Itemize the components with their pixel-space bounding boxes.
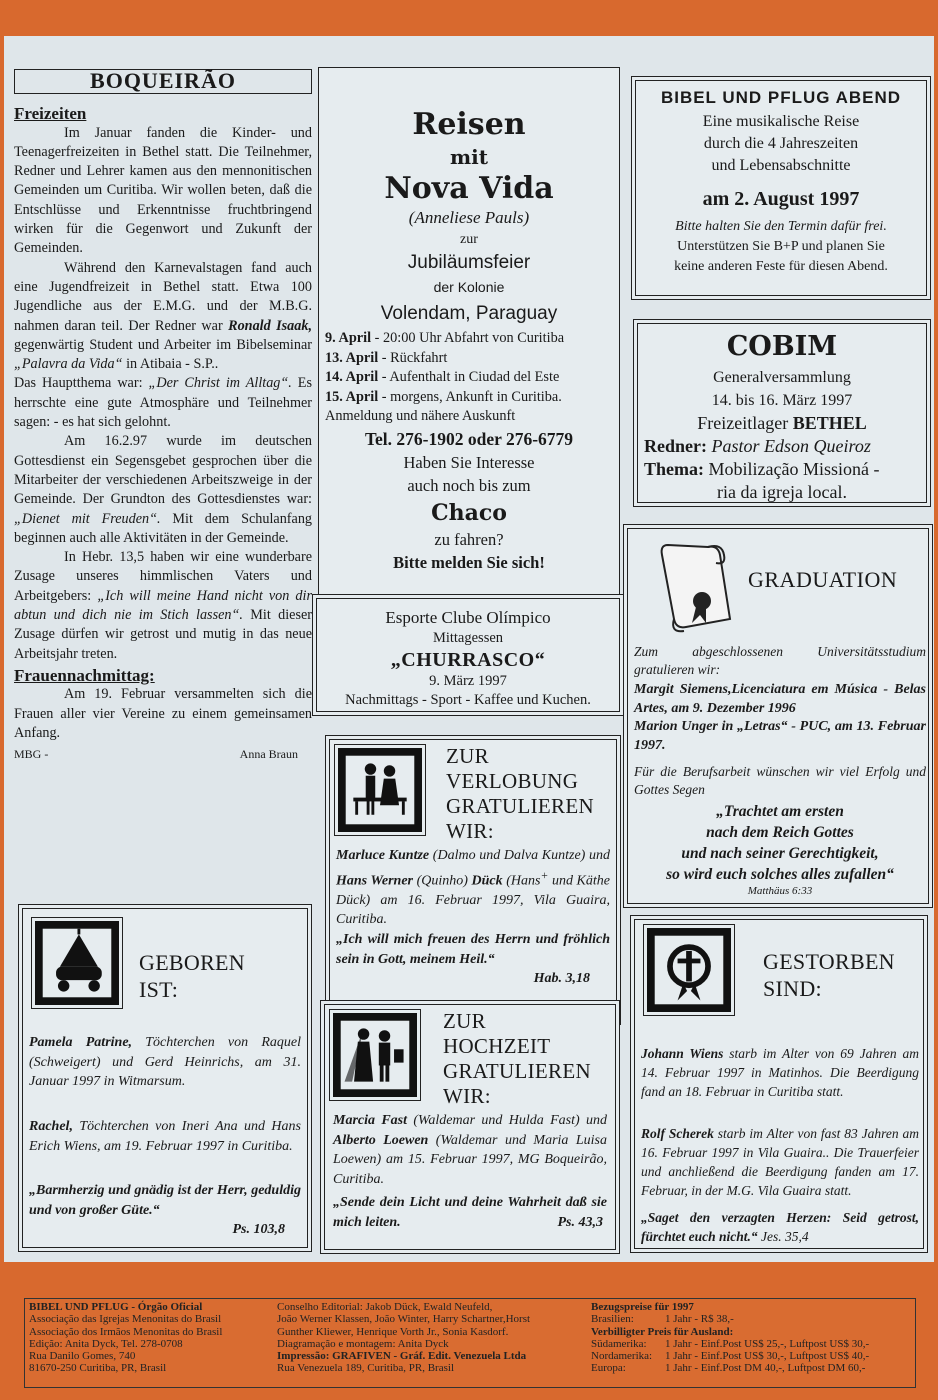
reisen-schedule bbox=[319, 329, 619, 407]
bibel-line-6: keine anderen Feste für diesen Abend. bbox=[674, 259, 888, 274]
graduation-wish: Für die Berufsarbeit wünschen wir viel Erfolg und Gottes Segen bbox=[634, 764, 926, 797]
page bbox=[4, 36, 934, 1262]
cobim-box bbox=[637, 323, 927, 503]
graduation-entries: Margit Siemens,Licenciatura em Música - Belas Artes, am 9. Dezember 1996 Marion Unger in „Letras“ - PUC, am 13. Februar 1997. bbox=[634, 682, 926, 753]
verlobung-title: ZUR VERLOBUNG GRATULIEREN WIR: bbox=[446, 744, 594, 843]
reisen-box bbox=[318, 67, 620, 608]
reisen-interest: Haben Sie Interesse bbox=[403, 452, 535, 472]
cobim-line-2: 14. bis 16. März 1997 bbox=[711, 392, 853, 409]
bibel-line-4: Bitte halten Sie den Termin dafür frei. bbox=[675, 219, 887, 234]
paragraph-4: In Hebr. 13,5 haben wir eine wunderbare Zusage unseres himmlischen Vaters und Arbeitgebers: „Ich will meine Hand nicht von dir abtun und dich nie im Stich lassen“. Mit dieser Zusage dürfen wir getrost und mutig in das neue Arbeitsjahr treten. bbox=[14, 549, 312, 662]
hochzeit-title: ZUR HOCHZEIT GRATULIEREN WIR: bbox=[443, 1009, 591, 1108]
bibel-line-1: Eine musikalische Reise bbox=[702, 113, 860, 130]
engaged-couple-icon bbox=[338, 748, 422, 832]
freizeiten-heading: Freizeiten bbox=[14, 104, 87, 124]
schedule-row: 14. April - Aufenthalt in Ciudad del Este bbox=[325, 369, 560, 385]
reisen-title: Reisen bbox=[412, 107, 526, 142]
hochzeit-text: Marcia Fast (Waldemar und Hulda Fast) und Alberto Loewen (Waldemar und Maria Luisa Loewen) am 15. Februar 1997, MG Boqueirão, Curitiba. bbox=[333, 1113, 607, 1187]
geboren-entry-1: Pamela Patrine, Töchterchen von Raquel (Schweigert) und Gerd Heinrichs, am 31. Januar 1997 in Witmarsum. bbox=[29, 1035, 301, 1089]
esporte-lunch: Mittagessen bbox=[432, 630, 504, 646]
diploma-scroll-icon bbox=[650, 537, 740, 637]
gestorben-entry-2: Rolf Scherek starb im Alter von fast 83 Jahren am 16. Februar 1997 in Vila Guaira.. Die Trauerfeier und anchließend die Beerdigung fanden am 17. Februar, in der M.G. Vila Guaira statt. bbox=[641, 1126, 919, 1198]
paragraph-1: Im Januar fanden die Kinder- und Teenagerfreizeiten in Bethel statt. Die Teilnehmer, Redner und Lehrer kamen aus den mennonitischen Gemeinden um Curitiba. Wir wollen beten, daß die Entschlüsse und Erkenntnisse fruchtbringend wirken für die Gegenwort und Zukunft der Gemeinden. bbox=[14, 124, 312, 257]
graduation-title: GRADUATION bbox=[748, 567, 898, 592]
gestorben-title: GESTORBEN SIND: bbox=[763, 949, 895, 1001]
cobim-line-1: Generalversammlung bbox=[713, 369, 851, 386]
gestorben-box bbox=[634, 919, 924, 1249]
verlobung-box bbox=[329, 739, 617, 1021]
graduation-intro: Zum abgeschlossenen Universitätsstudium gratulieren wir: bbox=[634, 644, 926, 677]
bibel-abend-box bbox=[635, 80, 927, 296]
baby-cradle-icon bbox=[35, 921, 119, 1005]
frauennachmittag-heading: Frauennachmittag: bbox=[14, 665, 155, 685]
paragraph-5: Am 19. Februar versammelten sich die Frauen aller vier Vereine zu einem gemeinsamen Anfang. bbox=[14, 686, 312, 741]
masthead-footer bbox=[24, 1298, 916, 1388]
cobim-line-3: Freizeitlager BETHEL bbox=[697, 413, 867, 433]
hochzeit-box bbox=[324, 1004, 616, 1250]
footer-prices: Bezugspreise für 1997 Brasilien: 1 Jahr - R$ 38,- Verbilligter Preis für Ausland: Südamerika: 1 Jahr - Einf.Post US$ 25,-, Luftpost US$ 30,- Nordamerika: 1 Jahr - Einf.Post US$ 30,-, Luftpost US$ 40,- Europa: 1 Jahr - Einf.Post DM 40,-, Luftpost DM 60,- bbox=[591, 1301, 870, 1375]
esporte-churrasco: „CHURRASCO“ bbox=[390, 649, 546, 671]
reisen-question: zu fahren? bbox=[434, 529, 504, 549]
footer-editorial: Conselho Editorial: Jakob Dück, Ewald Neufeld, João Werner Klassen, João Winter, Harry Schartner,Horst Gunther Kliewer, Henrique Vorth Jr., Sonia Kasdorf. Diagramação e montagem: Anita Dyck Impressão: GRAFIVEN - Gráf. Edit. Venezuela Ltda Rua Venezuela 189, Curitiba, PR, Brasil bbox=[277, 1301, 531, 1375]
signature: MBG - Anna Braun bbox=[14, 747, 298, 762]
bibel-line-3: und Lebensabschnitte bbox=[711, 157, 851, 174]
graduation-quote: „Trachtet am ersten nach dem Reich Gottes und nach seiner Gerechtigkeit, so wird euch solches alles zufallen“ Matthäus 6:33 bbox=[666, 803, 894, 897]
reisen-chaco: Chaco bbox=[431, 499, 507, 526]
paragraph-2: Während den Karnevalstagen fand auch eine Jugendfreizeit in Bethel statt. Etwa 100 Jugendliche aus der E.M.G. und der M.B.G. nahmen daran teil. Der Redner war Ronald Isaak, gegenwärtig Student und Arbeiter im Bibelseminar „Palavra da Vida“ in Atibaia - S.P.. bbox=[14, 259, 312, 373]
geboren-box bbox=[22, 908, 308, 1248]
cobim-theme: Thema: Mobilização Missioná - bbox=[644, 459, 880, 479]
geboren-entry-2: Rachel, Töchterchen von Ineri Ana und Hans Erich Wiens, am 19. Februar 1997 in Curitiba. bbox=[29, 1119, 301, 1154]
esporte-date: 9. März 1997 bbox=[429, 673, 507, 689]
reisen-mit: mit bbox=[450, 145, 488, 169]
paragraph-2b: Das Hauptthema war: „Der Christ im Alltag“. Es herrschte eine gute Atmosphäre und Teilnehmer sagen: - es hat sich gelohnt. bbox=[14, 375, 312, 431]
esporte-afternoon: Nachmittags - Sport - Kaffee und Kuchen. bbox=[345, 692, 591, 708]
cobim-title: COBIM bbox=[726, 331, 838, 362]
paragraph-3: Am 16.2.97 wurde im deutschen Gottesdienst ein Segensgebet gesprochen über die Mitarbeiter der verschiedenen Arbeitszweige in der Gemeinde. Der Grundton des Gottesdienstes war: „Dienet mit Freuden“. Mit dem Schulanfang beginnen auch alle Aktivitäten in der Gemeinde. bbox=[14, 433, 313, 546]
gestorben-entry-1: Johann Wiens starb im Alter von 69 Jahren am 14. Februar 1997 in Matinhos. Die Beerdigung fand an 18. Februar in Curitiba statt. bbox=[641, 1046, 919, 1099]
boqueirao-column bbox=[14, 69, 312, 764]
reisen-organizer: (Anneliese Pauls) bbox=[408, 208, 530, 227]
schedule-row: 9. April - 20:00 Uhr Abfahrt von Curitiba bbox=[325, 330, 565, 346]
schedule-row: 15. April - morgens, Ankunft in Curitiba. bbox=[325, 388, 562, 405]
reisen-event: Jubiläumsfeier bbox=[407, 252, 531, 273]
footer-publisher: BIBEL UND PFLUG - Órgão Oficial Associação das Igrejas Menonitas do Brasil Associação dos Irmãos Menonitas do Brasil Edição: Anita Dyck, Tel. 278-0708 Rua Danilo Gomes, 740 81670-250 Curitiba, PR, Brasil bbox=[29, 1301, 223, 1375]
reisen-phone: Tel. 276-1902 oder 276-6779 bbox=[364, 428, 574, 449]
gestorben-quote: „Saget den verzagten Herzen: Seid getrost, fürchtet euch nicht.“ Jes. 35,4 bbox=[641, 1210, 919, 1244]
geboren-title: GEBOREN IST: bbox=[139, 950, 245, 1002]
cobim-theme-2: ria da igreja local. bbox=[717, 482, 847, 502]
bibel-line-2: durch die 4 Jahreszeiten bbox=[703, 135, 859, 152]
reisen-call: Bitte melden Sie sich! bbox=[393, 552, 545, 572]
bibel-abend-title: BIBEL UND PFLUG ABEND bbox=[660, 88, 902, 107]
reisen-zur: zur bbox=[460, 232, 478, 247]
bibel-line-5: Unterstützen Sie B+P und planen Sie bbox=[677, 239, 885, 254]
reisen-anmeldung: Anmeldung und nähere Auskunft bbox=[325, 408, 516, 424]
boqueirao-header: BOQUEIRÃO bbox=[14, 69, 312, 94]
reisen-place: Volendam, Paraguay bbox=[380, 303, 558, 324]
verlobung-text: Marluce Kuntze (Dalmo und Dalva Kuntze) und Hans Werner (Quinho) Dück (Hans+ und Käthe Dück) am 16. Februar 1997, Vila Guaira, Curitiba. bbox=[336, 848, 610, 928]
bibel-date: am 2. August 1997 bbox=[702, 188, 860, 210]
hochzeit-quote: „Sende dein Licht und deine Wahrheit daß sie mich leiten. Ps. 43,3 bbox=[333, 1195, 607, 1230]
schedule-row: 13. April - Rückfahrt bbox=[325, 349, 448, 366]
esporte-box bbox=[316, 598, 620, 712]
cobim-speaker: Redner: Pastor Edson Queiroz bbox=[644, 436, 871, 456]
reisen-kolonie: der Kolonie bbox=[433, 279, 505, 295]
memorial-wreath-icon bbox=[647, 928, 731, 1012]
reisen-nova-vida: Nova Vida bbox=[384, 171, 554, 206]
esporte-club: Esporte Clube Olímpico bbox=[385, 608, 551, 627]
reisen-until: auch noch bis zum bbox=[407, 475, 531, 495]
verlobung-quote: „Ich will mich freuen des Herrn und fröhlich sein in Gott, meinem Heil.“ Hab. 3,18 bbox=[336, 932, 610, 986]
graduation-box bbox=[627, 528, 929, 904]
wedding-couple-icon bbox=[333, 1013, 417, 1097]
geboren-quote: „Barmherzig und gnädig ist der Herr, geduldig und von großer Güte.“ Ps. 103,8 bbox=[29, 1183, 301, 1237]
